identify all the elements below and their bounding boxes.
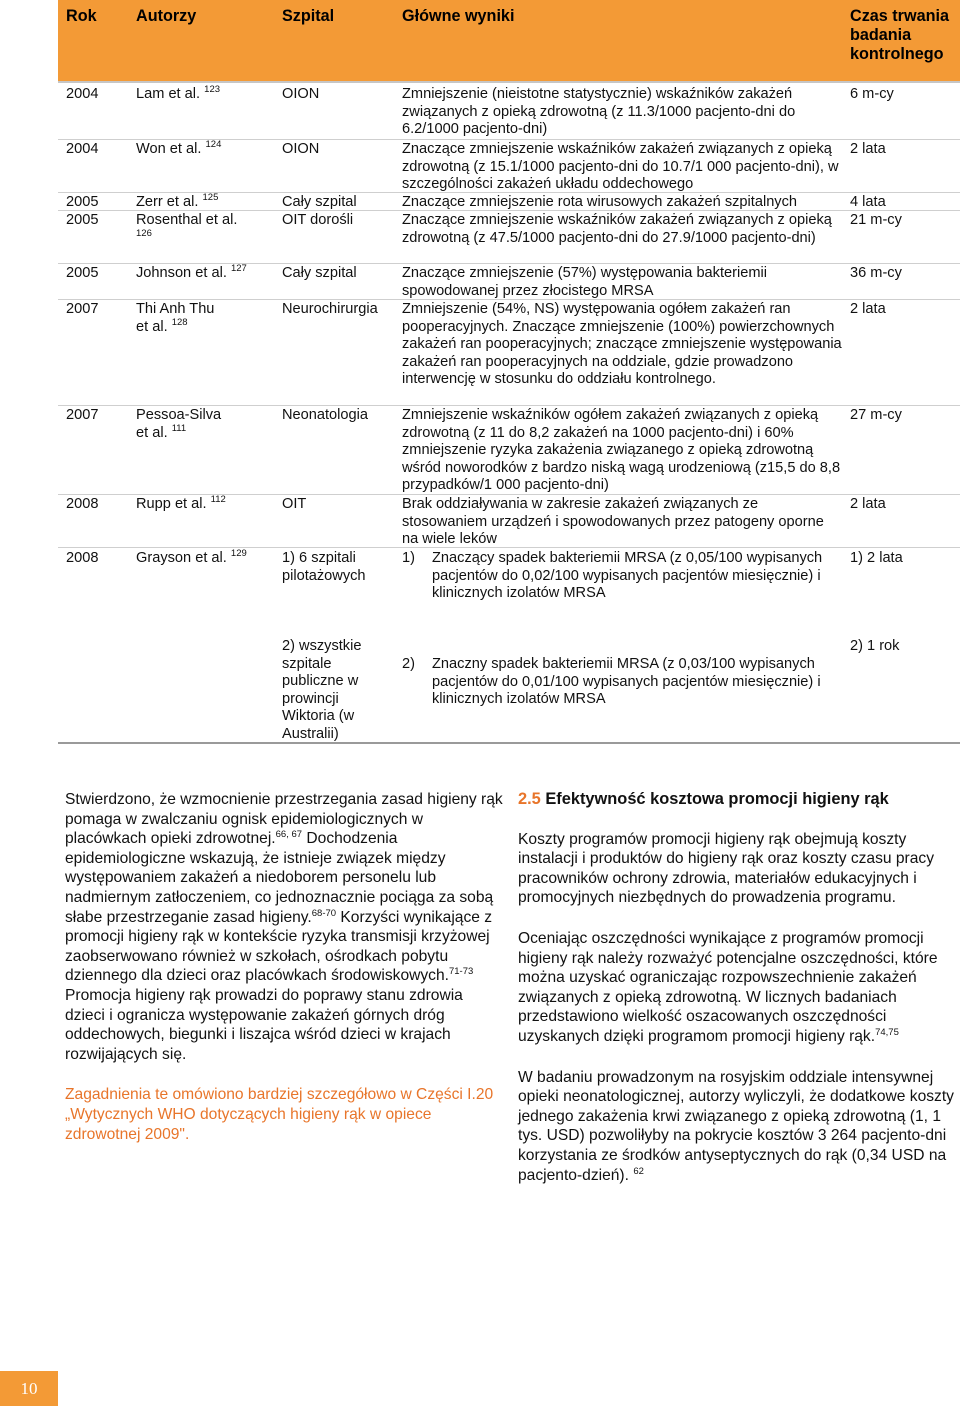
row-author: Pessoa-Silva et al. $^{111}$ [136, 407, 222, 441]
row-year: 2007 [66, 407, 99, 423]
paragraph: Koszty programów promocji higieny rąk obejmują koszty instalacji i produktów do higieny rąk oraz koszty czasu pracy pracowników ochrony zdrowia, materiałów edukacyjnych i promocyjnych niezbędnych do prowadzenia programu. [518, 830, 935, 907]
header-hospital: Szpital [282, 7, 335, 25]
row-duration-2: 2) 1 rok [850, 638, 900, 654]
left-column [65, 790, 505, 1165]
row-result: Znaczące zmniejszenie wskaźników zakażeń związanych z opieką zdrowotną (z 47.5/1000 pacjento-dni do 27.9/1000 pacjento-dni) [402, 212, 832, 246]
row-year: 2007 [66, 301, 99, 317]
row-duration: 2 lata [850, 496, 886, 512]
header-authors: Autorzy [136, 7, 197, 25]
row-duration: 21 m-cy [850, 212, 902, 228]
row-hospital: OIT dorośli [282, 212, 354, 228]
paragraph: W badaniu prowadzonym na rosyjskim oddziale intensywnej opieki neonatologicznej, autorzy wyliczyli, że dodatkowe koszty jednego zakażenia krwi związanego z opieką zdrowotną (1, 1 tys. USD) pozwoliłyby na pokrycie kosztów 3 264 pacjento-dni korzystania ze środków antyseptycznych do rąk (0,34 USD na pacjento-dzień). $^{62}$ [518, 1068, 954, 1184]
row-year: 2008 [66, 550, 99, 566]
row-divider [58, 299, 960, 300]
paragraph: Oceniając oszczędności wynikające z programów promocji higieny rąk należy rozważyć potencjalne oszczędności, które można uzyskać ograniczając rozpowszechnienie zakażeń związanych z opieką zdrowotną. W licznych badaniach przedstawiono wielkość oszacowanych oszczędności uzyskanych dzięki programom promocji higieny rąk.$^{74,75}$ [518, 929, 938, 1045]
row-result-1: 1) Znaczący spadek bakteriemii MRSA (z 0,05/100 wypisanych pacjentów do 0,02/100 wypisanych pacjentów miesięcznie) i klinicznych izolatów MRSA [402, 550, 823, 602]
row-author: Lam et al. $^{123}$ [136, 84, 221, 102]
row-hospital: OION [282, 141, 320, 157]
header-results: Główne wyniki [402, 7, 515, 25]
row-duration: 27 m-cy [850, 407, 902, 423]
row-divider [58, 139, 960, 140]
row-duration: 6 m-cy [850, 86, 894, 102]
page-number: 10 [0, 1371, 58, 1406]
row-year: 2005 [66, 194, 99, 210]
row-year: 2004 [66, 141, 99, 157]
row-hospital: OIT [282, 496, 307, 512]
row-hospital: OION [282, 86, 320, 102]
table-header [58, 0, 960, 83]
row-year: 2008 [66, 496, 99, 512]
row-duration: 2 lata [850, 141, 886, 157]
header-duration: Czas trwania badania kontrolnego [850, 7, 949, 63]
right-column [518, 790, 958, 1206]
row-divider [58, 263, 960, 264]
row-hospital: Cały szpital [282, 194, 357, 210]
row-duration: 2 lata [850, 301, 886, 317]
row-result: Zmniejszenie (nieistotne statystycznie) wskaźników zakażeń związanych z opieką zdrowotną (z 11.3/1000 pacjento-dni do 6.2/1000 pacjento-dni) [402, 86, 796, 138]
row-hospital-2: 2) wszystkie szpitale publiczne w prowincji Wiktoria (w Australii) [282, 638, 362, 742]
row-divider [58, 547, 960, 548]
row-result-2: 2) Znaczny spadek bakteriemii MRSA (z 0,03/100 wypisanych pacjentów do 0,01/100 wypisanych pacjentów miesięcznie) i klinicznych izolatów MRSA [402, 656, 821, 708]
table-bottom-border [58, 742, 960, 744]
row-author: Zerr et al. $^{125}$ [136, 192, 219, 210]
row-author: Won et al. $^{124}$ [136, 139, 222, 157]
paragraph: Stwierdzono, że wzmocnienie przestrzegania zasad higieny rąk pomaga w zwalczaniu ognisk epidemiologicznych w placówkach opieki zdrowotnej.$^{66, 67}$ Dochodzenia epidemiologiczne wskazują, że istnieje związek między występowaniem zakażeń a niedoborem personelu lub nadmiernym zatłoczeniem, co jednoznacznie pociąga za sobą słabe przestrzeganie zasad higieny.$^{68-70}$ Korzyści wynikające z promocji higieny rąk w kontekście ryzyka transmisji krzyżowej zaobserwowano również w szkołach, ośrodkach pobytu dziennego dla dzieci oraz placówkach środowiskowych.$^{71-73}$ Promocja higieny rąk prowadzi do poprawy stanu zdrowia dzieci i ogranicza występowanie zakażeń górnych dróg oddechowych, biegunki i liszajca wśród dzieci w krajach rozwijających się. [65, 791, 503, 1063]
row-result: Znaczące zmniejszenie wskaźników zakażeń związanych z opieką zdrowotną (z 15.1/1000 pacjento-dni do 10.7/1 000 pacjento-dni), w szczególności zakażeń układu oddechowego [402, 141, 839, 193]
row-author: Johnson et al. $^{127}$ [136, 263, 247, 281]
row-duration: 36 m-cy [850, 265, 902, 281]
row-ref: 126 [136, 227, 152, 239]
row-ref: 128 [171, 316, 188, 328]
row-author: Thi Anh Thu et al. $^{128}$ [136, 301, 215, 335]
row-result: Brak oddziaływania w zakresie zakażeń związanych ze stosowaniem urządzeń i spowodowanych przez patogeny oporne na wiele leków [402, 496, 824, 548]
row-year: 2005 [66, 212, 99, 228]
row-hospital: Neonatologia [282, 407, 369, 423]
row-result: Zmniejszenie wskaźników ogółem zakażeń związanych z opieką zdrowotną (z 11 do 8,2 zakażeń na 1000 pacjento-dni) i 60% zmniejszenie ryzyka zakażenia związanego z opieką zdrowotną wśród noworodków z bardzo niską wagą urodzeniową (z15,5 do 8,8 przypadków/1 000 pacjento-dni) [402, 407, 841, 494]
row-ref: 129 [230, 548, 247, 559]
row-hospital: Cały szpital [282, 265, 357, 281]
row-author: Rupp et al. $^{112}$ [136, 494, 226, 512]
row-year: 2005 [66, 265, 99, 281]
cross-reference-note: Zagadnienia te omówiono bardziej szczegółowo w Części I.20 „Wytycznych WHO dotyczących higieny rąk w opiece zdrowotnej 2009". [65, 1086, 494, 1143]
row-divider [58, 405, 960, 406]
row-duration: 4 lata [850, 194, 886, 210]
studies-table [58, 0, 960, 742]
row-result: Znaczące zmniejszenie (57%) występowania bakteriemii spowodowanej przez złocistego MRSA [402, 265, 768, 299]
section-heading: 2.5 Efektywność kosztowa promocji higieny rąk [518, 790, 889, 808]
row-ref: 123 [204, 84, 221, 95]
row-duration-1: 1) 2 lata [850, 550, 903, 566]
row-divider [58, 192, 960, 193]
row-ref: 124 [205, 139, 222, 150]
row-hospital-1: 1) 6 szpitali pilotażowych [282, 550, 366, 584]
row-divider [58, 210, 960, 211]
row-author: Rosenthal et al. $^{126}$ [136, 212, 238, 239]
row-author: Grayson et al. $^{129}$ [136, 548, 247, 566]
row-result: Znaczące zmniejszenie rota wirusowych zakażeń szpitalnych [402, 194, 798, 210]
header-year: Rok [66, 7, 97, 25]
row-ref: 125 [202, 192, 219, 203]
row-ref: 111 [171, 422, 187, 434]
row-year: 2004 [66, 86, 99, 102]
row-ref: 127 [230, 263, 247, 274]
row-ref: 112 [210, 494, 226, 505]
row-divider [58, 494, 960, 495]
row-hospital: Neurochirurgia [282, 301, 378, 317]
row-result: Zmniejszenie (54%, NS) występowania ogółem zakażeń ran pooperacyjnych. Znaczące zmniejszenie (100%) powierzchownych zakażeń ran pooperacyjnych; znaczące zmniejszenie występowania zakażeń ran pooperacyjnych na oddziale, gdzie prowadzono interwencję w stosunku do oddziału kontrolnego. [402, 301, 842, 388]
